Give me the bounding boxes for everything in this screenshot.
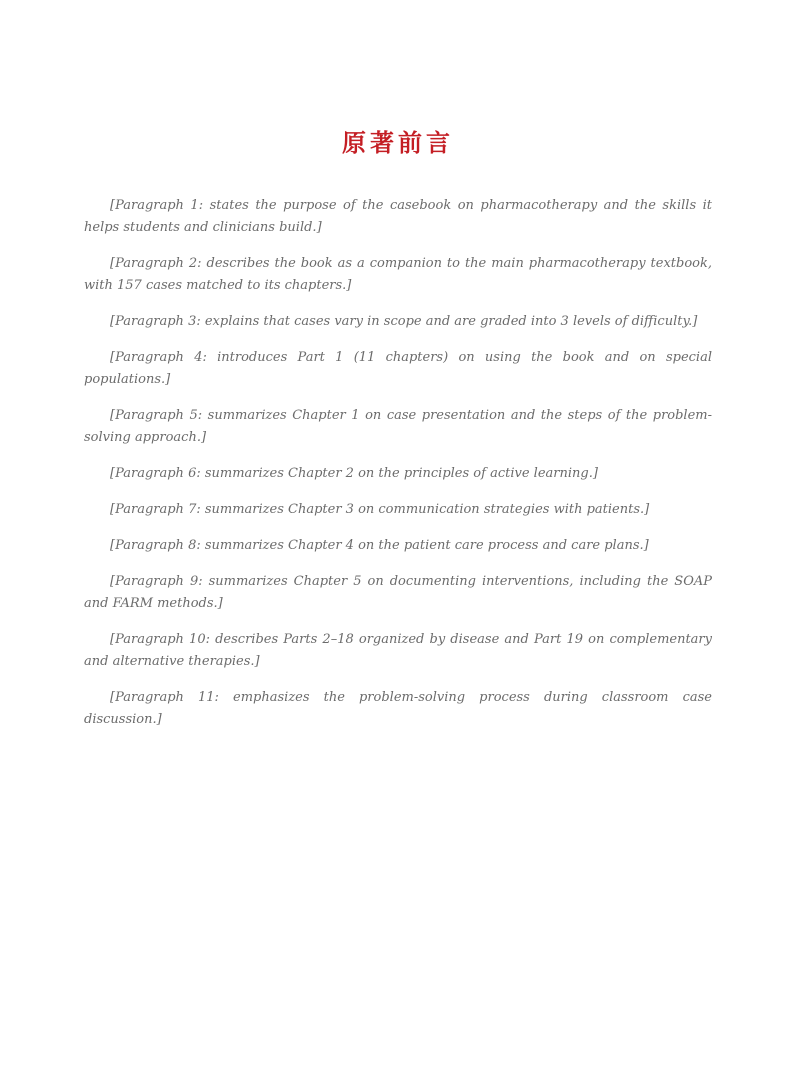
- paragraph: [Paragraph 10: describes Parts 2–18 organized by disease and Part 19 on complementary and alternative therapies.]: [84, 632, 712, 669]
- paragraph: [Paragraph 2: describes the book as a companion to the main pharmacotherapy textbook, with 157 cases matched to its chapters.]: [84, 256, 712, 293]
- paragraph: [Paragraph 4: introduces Part 1 (11 chapters) on using the book and on special populations.]: [84, 350, 712, 387]
- paragraph: [Paragraph 6: summarizes Chapter 2 on the principles of active learning.]: [110, 466, 598, 481]
- paragraph: [Paragraph 5: summarizes Chapter 1 on case presentation and the steps of the problem-solving approach.]: [84, 408, 712, 445]
- paragraph: [Paragraph 1: states the purpose of the casebook on pharmacotherapy and the skills it helps students and clinicians build.]: [84, 198, 712, 235]
- paragraph: [Paragraph 3: explains that cases vary in scope and are graded into 3 levels of difficulty.]: [110, 314, 698, 329]
- page-title: 原著前言: [342, 128, 454, 157]
- preface-body: [84, 195, 712, 731]
- paragraph: [Paragraph 7: summarizes Chapter 3 on communication strategies with patients.]: [110, 502, 650, 517]
- paragraph: [Paragraph 8: summarizes Chapter 4 on the patient care process and care plans.]: [110, 538, 649, 553]
- paragraph: [Paragraph 11: emphasizes the problem-solving process during classroom case discussion.]: [84, 690, 712, 727]
- document-page: [84, 0, 712, 1078]
- paragraph: [Paragraph 9: summarizes Chapter 5 on documenting interventions, including the SOAP and FARM methods.]: [84, 574, 712, 611]
